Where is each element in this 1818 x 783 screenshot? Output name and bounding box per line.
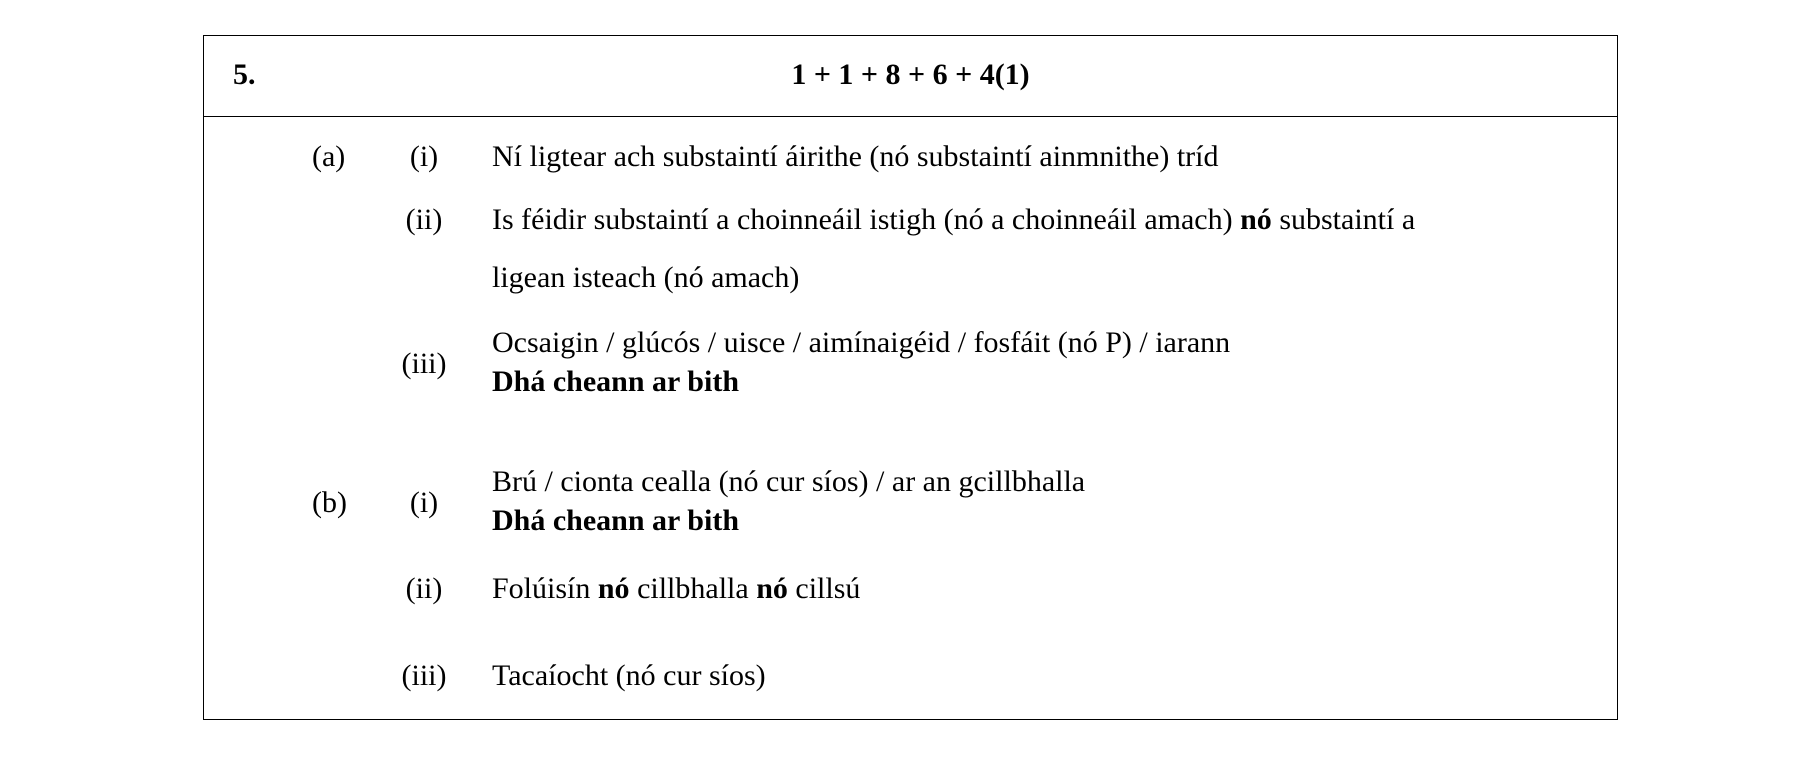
part-a-i-answer: Ní ligtear ach substaintí áirithe (nó substaintí ainmnithe) tríd [492, 140, 1219, 173]
part-a-iii-label: (iii) [401, 347, 447, 380]
part-a-i-label: (i) [409, 140, 439, 173]
part-b-ii-word3: cillsú [795, 572, 861, 605]
part-b-ii-word2: cillbhalla [637, 572, 749, 605]
part-b-ii-or1: nó [597, 572, 630, 605]
marking-scheme-table [203, 35, 1618, 720]
part-a-ii-answer-line1 [492, 205, 1415, 235]
part-b-label: (b) [312, 486, 347, 519]
part-a-iii-answer: Ocsaigin / glúcós / uisce / aimínaigéid / fosfáit (nó P) / iarann [492, 326, 1231, 359]
table-header-row [204, 36, 1617, 117]
part-a-ii-label: (ii) [405, 203, 443, 236]
part-a-label: (a) [312, 140, 346, 173]
part-b-ii-or2: nó [756, 572, 788, 605]
part-b-i-label: (i) [409, 486, 439, 519]
part-a-ii-text-start: Is féidir substaintí a choinneáil istigh (nó a choinneáil amach) [492, 203, 1233, 236]
part-b-i-answer: Brú / cionta cealla (nó cur síos) / ar an gcillbhalla [492, 465, 1086, 498]
part-b-i-note: Dhá cheann ar bith [492, 504, 740, 537]
question-number: 5. [233, 58, 256, 91]
part-b-ii-word1: Folúisín [492, 572, 591, 605]
marks-allocation: 1 + 1 + 8 + 6 + 4(1) [791, 58, 1030, 91]
part-b-iii-answer: Tacaíocht (nó cur síos) [492, 659, 766, 692]
part-a-ii-or: nó [1240, 203, 1272, 236]
part-a-iii-note: Dhá cheann ar bith [492, 365, 740, 398]
part-b-ii-answer [492, 574, 860, 604]
part-b-iii-label: (iii) [401, 659, 447, 692]
part-b-ii-label: (ii) [405, 572, 443, 605]
part-a-ii-answer-line2: ligean isteach (nó amach) [492, 261, 800, 294]
part-a-ii-text-end: substaintí a [1279, 203, 1416, 236]
